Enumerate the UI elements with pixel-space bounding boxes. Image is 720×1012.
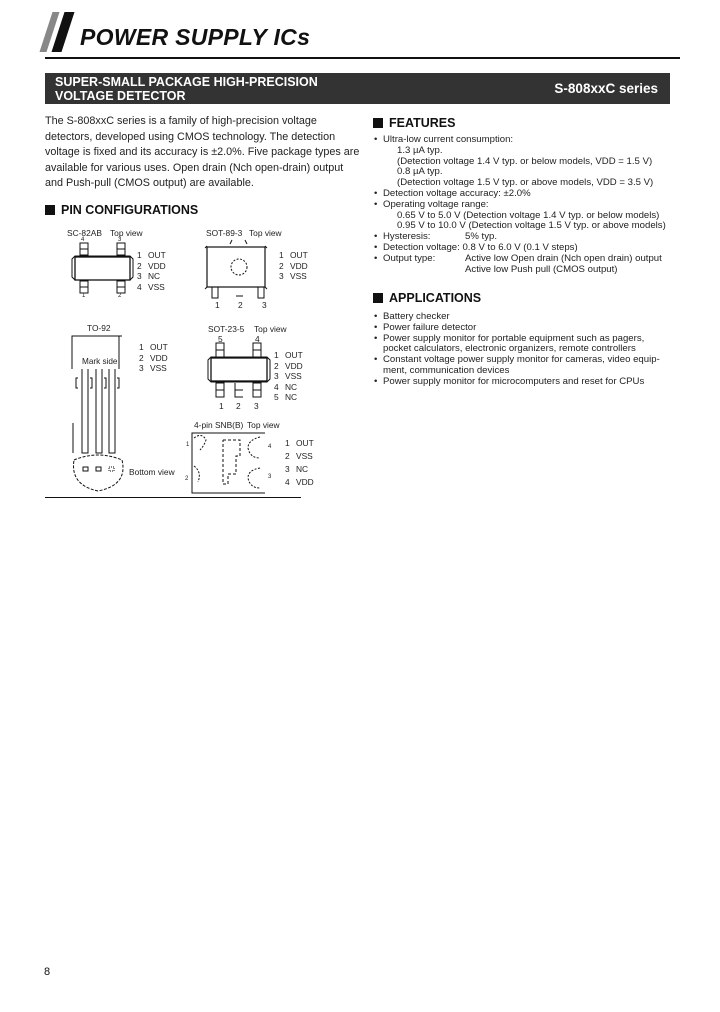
application-item: • Battery checker [373, 312, 683, 323]
package-name: 4-pin SNB(B) [194, 420, 244, 430]
sot89-diagram-icon [205, 238, 273, 300]
package-view: Top view [247, 420, 280, 430]
pin-section-divider [45, 497, 301, 498]
package-name: SOT-23-5 [208, 324, 245, 334]
feature-item: • Operating voltage range: [373, 200, 683, 211]
sot23-pin-list: 1 OUT 2 VDD 3 VSS 4 NC 5 NC [274, 350, 303, 403]
page-title: POWER SUPPLY ICs [80, 24, 311, 50]
title-divider [45, 57, 680, 59]
application-item: • Power failure detector [373, 323, 683, 334]
banner-title-line1: SUPER-SMALL PACKAGE HIGH-PRECISION [55, 75, 318, 89]
package-name: SOT-89-3 [206, 228, 243, 238]
package-view: Top view [110, 228, 143, 238]
package-view: Top view [254, 324, 287, 334]
package-view: Top view [249, 228, 282, 238]
package-name: TO-92 [87, 323, 111, 333]
product-banner [45, 73, 670, 104]
features-heading: FEATURES [373, 116, 455, 130]
square-bullet-icon [373, 118, 383, 128]
bottom-view-label: Bottom view [129, 467, 175, 477]
banner-title-line2: VOLTAGE DETECTOR [55, 89, 186, 103]
square-bullet-icon [45, 205, 55, 215]
applications-list: • Battery checker • Power failure detector • Power supply monitor for portable equipment such as pagers, pocket calculators, electronic organizers, remote controllers • Constant voltage power supply monitor for cameras, video equip- ment, communication devices • Power supply monitor for microcomputers and reset for CPUs [373, 312, 683, 388]
snb-diagram-icon [190, 432, 270, 494]
sc82ab-pin-list: 1 OUT 2 VDD 3 NC 4 VSS [137, 250, 166, 292]
application-item: • Power supply monitor for microcomputers and reset for CPUs [373, 377, 683, 388]
features-list: • Ultra-low current consumption: 1.3 µA typ. (Detection voltage 1.4 V typ. or below models, VDD = 1.5 V) 0.8 µA typ. (Detection voltage 1.5 V typ. or above models, VDD = 3.5 V) • Detection voltage accuracy: ±2.0% • Operating voltage range: 0.65 V to 5.0 V (Detection voltage 1.4 V typ. or below models) 0.95 V to 10.0 V (Detection voltage 1.5 V typ. or above models) • Hysteresis: 5% typ. • Detection voltage: 0.8 V to 6.0 V (0.1 V steps) • Output type: Active low Open drain (Nch open drain) output Active low Push pull (CMOS output) [373, 135, 683, 275]
feature-item: • Detection voltage accuracy: ±2.0% [373, 189, 683, 200]
mark-side-label: Mark side [82, 357, 118, 366]
applications-heading: APPLICATIONS [373, 291, 481, 305]
feature-item: • Hysteresis: 5% typ. [373, 232, 683, 243]
series-name: S-808xxC series [554, 81, 658, 96]
feature-item: • Detection voltage: 0.8 V to 6.0 V (0.1 V steps) [373, 243, 683, 254]
sc82ab-diagram-icon [70, 243, 140, 300]
sot89-pin-list: 1 OUT 2 VDD 3 VSS [279, 250, 308, 282]
sot23-diagram-icon [205, 343, 273, 403]
feature-item: • Output type: Active low Open drain (Nch open drain) output [373, 254, 683, 265]
snb-pin-list: 1 OUT 2 VSS 3 NC 4 VDD [285, 438, 314, 487]
application-item: • Power supply monitor for portable equipment such as pagers, [373, 334, 683, 345]
package-name: SC-82AB [67, 228, 102, 238]
page-number: 8 [44, 966, 51, 978]
application-item: • Constant voltage power supply monitor for cameras, video equip- [373, 355, 683, 366]
feature-item: • Ultra-low current consumption: [373, 135, 683, 146]
pin-config-heading: PIN CONFIGURATIONS [45, 203, 198, 217]
intro-paragraph: The S-808xxC series is a family of high-precision voltage detectors, developed using CMOS technology. The detection voltage is fixed and its accuracy is ±2.0%. Five package types are available for various uses. Open drain (Nch open-drain) output and Push-pull (CMOS output) are available. [45, 115, 360, 190]
square-bullet-icon [373, 293, 383, 303]
to92-pin-list: 1 OUT 2 VDD 3 VSS [139, 342, 168, 374]
